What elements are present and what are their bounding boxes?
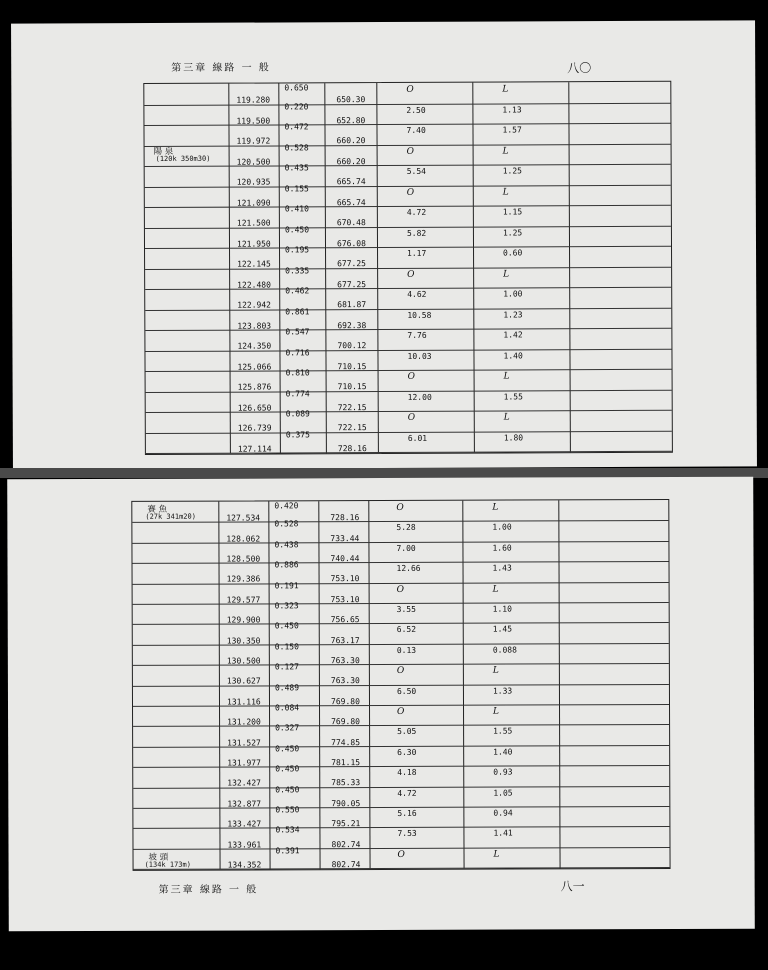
grade-cell: 4.18 — [397, 768, 417, 778]
distance-cell: 131.116 — [226, 697, 261, 707]
length-cell: 0.150 — [274, 642, 299, 652]
grade-length-cell: 1.13 — [502, 104, 522, 114]
chapter-header: 第三章 線路 一 般 — [158, 884, 259, 896]
length-cell: 0.438 — [274, 540, 299, 550]
grade-length-cell: 1.25 — [502, 227, 523, 237]
length-cell: 0.335 — [285, 265, 310, 275]
distance-cell: 125.876 — [237, 382, 272, 392]
length-cell: 0.084 — [274, 703, 300, 713]
grade-length-cell: L — [503, 268, 510, 279]
grade-cell: 7.76 — [407, 330, 427, 340]
grade-cell: O — [396, 584, 405, 595]
length-cell: 0.550 — [275, 805, 300, 815]
grade-cell: O — [396, 502, 404, 513]
grade-length-cell: 1.55 — [493, 726, 513, 736]
grade-cell: 6.52 — [396, 625, 417, 635]
distance-cell: 133.961 — [227, 840, 262, 850]
grade-cell: 5.05 — [397, 727, 417, 737]
elevation-cell: 802.74 — [331, 839, 361, 849]
distance-cell: 130.627 — [226, 676, 261, 686]
grade-length-cell: 1.41 — [493, 828, 513, 838]
length-cell: 0.220 — [284, 101, 309, 111]
elevation-cell: 681.87 — [337, 300, 367, 310]
length-cell: 0.435 — [284, 163, 309, 173]
distance-cell: 121.500 — [236, 218, 271, 228]
grade-length-cell: L — [502, 145, 509, 156]
grade-cell: 7.53 — [397, 829, 417, 839]
grade-cell: O — [406, 146, 415, 157]
grade-cell: O — [407, 371, 415, 382]
length-cell: 0.450 — [275, 764, 300, 774]
length-cell: 0.323 — [274, 601, 299, 611]
distance-cell: 121.950 — [236, 239, 271, 249]
distance-cell: 130.500 — [226, 656, 261, 666]
station-name: 陽 泉 — [153, 146, 174, 158]
distance-cell: 119.972 — [236, 136, 271, 146]
grade-length-cell: 1.60 — [492, 543, 512, 553]
chapter-header: 第三章 線路 一 般 — [171, 62, 271, 74]
page-number: 八一 — [560, 879, 585, 894]
elevation-cell: 728.16 — [330, 513, 360, 523]
row-divider — [146, 451, 672, 454]
elevation-cell: 802.74 — [331, 860, 361, 870]
elevation-cell: 763.30 — [330, 656, 360, 666]
length-cell: 0.650 — [284, 83, 309, 93]
elevation-cell: 665.74 — [336, 197, 366, 207]
elevation-cell: 677.25 — [337, 259, 367, 269]
length-cell: 0.534 — [275, 825, 300, 835]
distance-cell: 122.480 — [237, 280, 271, 290]
grade-length-cell: 1.25 — [502, 166, 522, 176]
grade-cell: 6.01 — [407, 433, 428, 443]
distance-cell: 132.427 — [227, 778, 262, 788]
station-name-bottom: 坡 頭 — [148, 852, 169, 863]
grade-length-cell: 0.60 — [503, 248, 523, 258]
grade-length-cell: 1.00 — [492, 522, 512, 533]
length-cell: 0.450 — [284, 224, 310, 234]
elevation-cell: 700.12 — [337, 341, 367, 351]
elevation-cell: 785.33 — [331, 778, 361, 788]
distance-cell: 121.090 — [236, 198, 271, 208]
grade-length-cell: L — [493, 849, 500, 860]
distance-cell: 131.527 — [227, 738, 261, 748]
grade-length-cell: L — [492, 665, 499, 676]
elevation-cell: 676.08 — [336, 238, 366, 248]
grade-length-cell: L — [503, 412, 510, 423]
elevation-cell: 733.44 — [330, 533, 360, 543]
distance-cell: 126.739 — [237, 423, 272, 433]
length-cell: 0.450 — [275, 784, 300, 794]
grade-length-cell: 0.94 — [493, 808, 513, 818]
distance-cell: 134.352 — [227, 860, 262, 870]
elevation-cell: 753.10 — [330, 594, 360, 604]
station-chainage-top: (27k 341m20) — [145, 512, 196, 521]
elevation-cell: 677.25 — [337, 279, 367, 289]
elevation-cell: 740.44 — [330, 554, 360, 564]
distance-cell: 131.977 — [227, 758, 261, 768]
distance-cell: 120.500 — [236, 157, 271, 167]
elevation-cell: 763.30 — [330, 676, 360, 686]
grade-cell: 5.82 — [406, 228, 427, 238]
grade-cell: 7.40 — [406, 125, 426, 135]
distance-cell: 129.900 — [226, 615, 261, 625]
elevation-cell: 795.21 — [331, 819, 361, 829]
length-cell: 0.774 — [285, 388, 310, 398]
gradient-table — [143, 81, 673, 455]
distance-cell: 129.577 — [226, 595, 261, 605]
length-cell: 0.462 — [285, 286, 310, 296]
distance-cell: 128.500 — [226, 554, 261, 564]
grade-length-cell: 1.40 — [493, 747, 513, 757]
distance-cell: 126.650 — [237, 403, 272, 413]
bottom-page — [7, 477, 755, 932]
grade-length-cell: 1.55 — [503, 391, 523, 401]
elevation-cell: 710.15 — [337, 361, 367, 371]
elevation-cell: 722.15 — [337, 423, 367, 433]
length-cell: 0.450 — [274, 621, 299, 631]
distance-cell: 122.145 — [237, 259, 271, 269]
grade-length-cell: 1.23 — [503, 309, 523, 319]
grade-cell: 7.00 — [396, 543, 416, 553]
elevation-cell: 665.74 — [336, 177, 366, 187]
grade-cell: 10.03 — [407, 351, 432, 361]
gradient-table — [131, 499, 670, 871]
elevation-cell: 753.10 — [330, 574, 360, 584]
grade-length-cell: 1.45 — [492, 624, 513, 635]
length-cell: 0.420 — [274, 501, 299, 511]
grade-cell: 5.54 — [406, 166, 426, 176]
distance-cell: 125.066 — [237, 362, 272, 372]
grade-cell: 12.00 — [407, 392, 432, 402]
length-cell: 0.528 — [284, 142, 309, 152]
distance-cell: 131.200 — [227, 717, 261, 727]
grade-cell: 0.13 — [396, 645, 417, 655]
grade-cell: 12.66 — [396, 564, 421, 574]
length-cell: 0.391 — [275, 846, 300, 856]
grade-cell: O — [406, 187, 415, 198]
station-chainage: (120k 350m30) — [155, 154, 211, 163]
grade-length-cell: 0.088 — [492, 645, 517, 655]
elevation-cell: 781.15 — [331, 758, 361, 768]
distance-cell: 124.350 — [237, 341, 272, 351]
grade-cell: O — [407, 269, 415, 280]
distance-cell: 127.114 — [237, 444, 272, 454]
grade-length-cell: L — [502, 186, 509, 197]
grade-cell: 4.72 — [397, 788, 417, 798]
grade-length-cell: 1.15 — [502, 207, 523, 217]
grade-length-cell: L — [503, 371, 510, 382]
grade-cell: 10.58 — [407, 310, 432, 320]
station-chainage-bottom: (134k 173m) — [144, 860, 191, 869]
grade-length-cell: L — [502, 84, 509, 95]
grade-length-cell: 1.05 — [493, 788, 513, 798]
length-cell: 0.191 — [274, 580, 299, 590]
length-cell: 0.195 — [285, 245, 310, 255]
distance-cell: 122.942 — [237, 300, 272, 310]
grade-cell: O — [396, 666, 405, 677]
length-cell: 0.375 — [285, 429, 310, 439]
grade-cell: 3.55 — [396, 604, 416, 614]
elevation-cell: 756.65 — [330, 615, 360, 625]
length-cell: 0.810 — [285, 368, 310, 378]
top-page — [11, 20, 757, 469]
grade-cell: 6.30 — [397, 747, 417, 757]
length-cell: 0.155 — [284, 183, 309, 193]
row-divider — [134, 867, 670, 870]
length-cell: 0.327 — [275, 723, 300, 733]
grade-length-cell: 1.10 — [492, 604, 512, 614]
station-name-top: 賽 魚 — [147, 504, 168, 515]
grade-cell: O — [406, 84, 414, 95]
elevation-cell: 790.05 — [331, 798, 361, 808]
length-cell: 0.528 — [274, 519, 299, 529]
grade-cell: O — [397, 849, 405, 860]
elevation-cell: 728.16 — [337, 443, 367, 453]
grade-length-cell: 1.40 — [503, 350, 523, 360]
grade-cell: O — [397, 706, 405, 717]
length-cell: 0.089 — [285, 409, 310, 419]
grade-length-cell: L — [493, 706, 500, 717]
elevation-cell: 692.38 — [337, 320, 367, 330]
grade-length-cell: 1.00 — [503, 289, 523, 299]
grade-length-cell: 0.93 — [493, 767, 513, 777]
grade-length-cell: L — [492, 502, 499, 513]
grade-cell: 4.62 — [407, 289, 427, 299]
distance-cell: 119.500 — [236, 116, 271, 126]
distance-cell: 119.280 — [236, 95, 271, 105]
distance-cell: 129.386 — [226, 574, 261, 584]
length-cell: 0.547 — [285, 327, 310, 337]
grade-cell: O — [407, 412, 416, 423]
distance-cell: 133.427 — [227, 819, 262, 829]
elevation-cell: 774.85 — [331, 737, 361, 747]
elevation-cell: 670.48 — [336, 218, 366, 228]
grade-length-cell: 1.80 — [503, 432, 524, 442]
length-cell: 0.472 — [284, 122, 309, 132]
grade-length-cell: 1.33 — [492, 686, 513, 696]
page-number: 八〇 — [567, 61, 592, 76]
elevation-cell: 763.17 — [330, 635, 360, 645]
grade-cell: 1.17 — [407, 248, 427, 258]
grade-cell: 4.72 — [406, 207, 427, 217]
elevation-cell: 769.80 — [330, 696, 360, 706]
length-cell: 0.127 — [274, 662, 299, 672]
grade-cell: 6.50 — [396, 686, 417, 696]
elevation-cell: 710.15 — [337, 382, 367, 392]
distance-cell: 120.935 — [236, 177, 271, 187]
distance-cell: 128.062 — [226, 534, 261, 544]
grade-length-cell: 1.42 — [503, 330, 523, 340]
grade-cell: 2.50 — [406, 105, 426, 115]
length-cell: 0.716 — [285, 347, 310, 357]
distance-cell: 132.877 — [227, 799, 262, 809]
elevation-cell: 722.15 — [337, 402, 367, 412]
length-cell: 0.410 — [284, 204, 309, 214]
grade-length-cell: L — [492, 584, 499, 595]
distance-cell: 123.803 — [237, 321, 272, 331]
length-cell: 0.886 — [274, 560, 299, 570]
grade-length-cell: 1.57 — [502, 125, 522, 135]
length-cell: 0.450 — [275, 744, 300, 754]
elevation-cell: 650.30 — [336, 95, 366, 105]
grade-cell: 5.16 — [397, 808, 417, 818]
distance-cell: 127.534 — [226, 513, 261, 523]
elevation-cell: 660.20 — [336, 156, 366, 166]
elevation-cell: 769.80 — [331, 717, 360, 727]
length-cell: 0.861 — [285, 306, 310, 316]
grade-cell: 5.28 — [396, 523, 416, 533]
length-cell: 0.489 — [274, 682, 300, 692]
grade-length-cell: 1.43 — [492, 563, 512, 573]
distance-cell: 130.350 — [226, 636, 261, 646]
elevation-cell: 652.80 — [336, 115, 366, 125]
elevation-cell: 660.20 — [336, 136, 366, 146]
